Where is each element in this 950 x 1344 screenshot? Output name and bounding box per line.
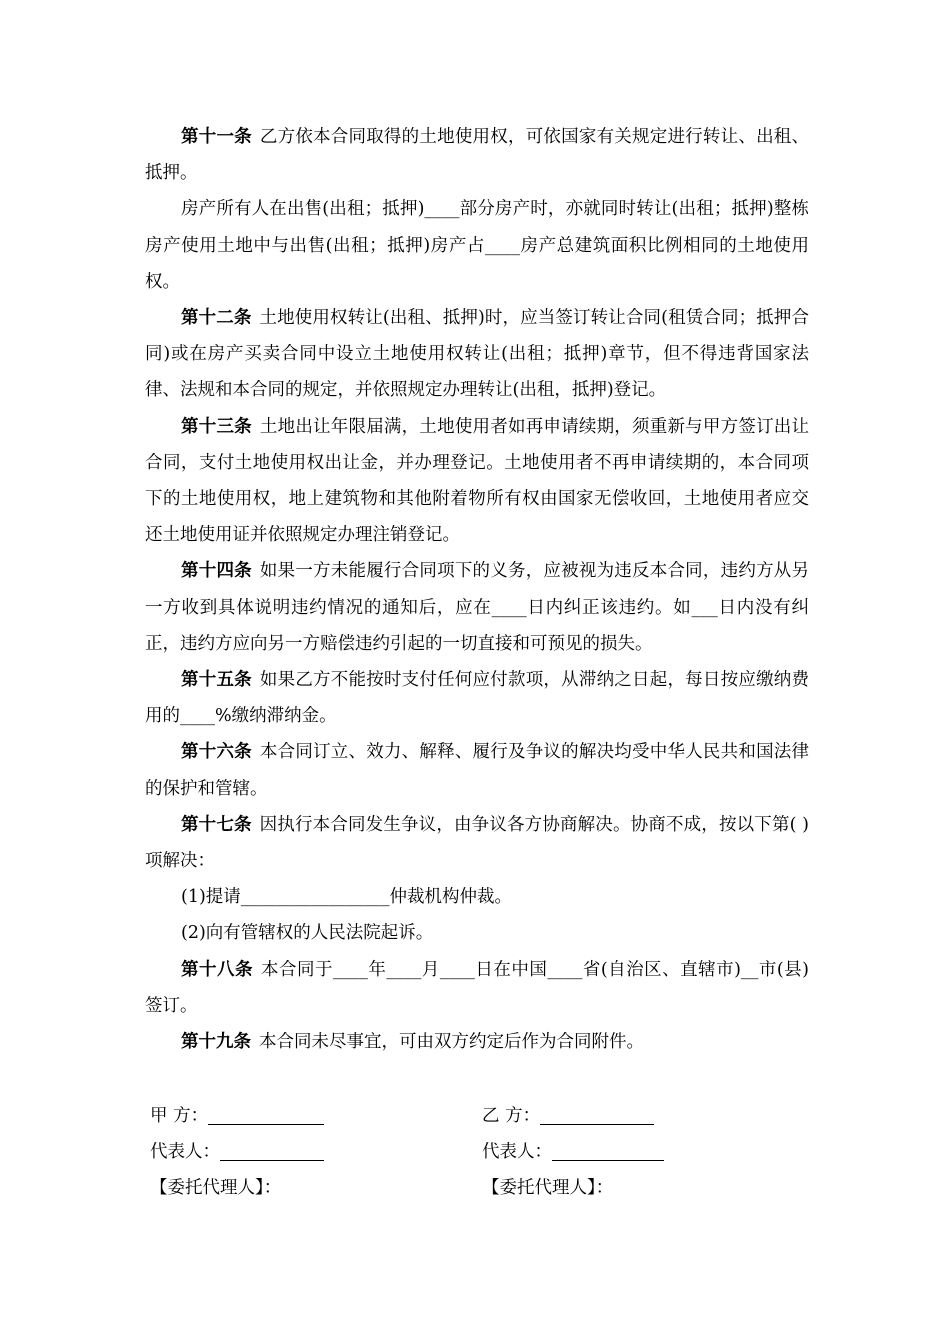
- article-text: (1)提请_________________仲裁机构仲裁。: [181, 887, 513, 908]
- article-title: 第十四条: [181, 561, 252, 582]
- article-text: (2)向有管辖权的人民法院起诉。: [181, 923, 434, 944]
- article-title: 第十三条: [181, 416, 252, 437]
- party-b: [482, 1098, 742, 1134]
- rep-a: [150, 1134, 482, 1170]
- party-a: [150, 1098, 482, 1134]
- article-title: 第十一条: [181, 127, 252, 147]
- article-title: 第十五条: [181, 670, 252, 691]
- rep-a-label: 代表人：: [150, 1142, 220, 1162]
- contract-body: [145, 119, 809, 1060]
- article-17-option-2: [145, 915, 809, 951]
- article-text: 土地使用权转让(出租、抵押)时，应当签订转让合同(租赁合同；抵押合同)或在房产买卖合同中设立土地使用权转让(出租；抵押)章节，但不得违背国家法律、法规和本合同的规定，并依照规定办理转让(出租，抵押)登记。: [145, 308, 810, 401]
- party-b-label: 乙 方：: [482, 1106, 541, 1126]
- article-17: [145, 807, 809, 879]
- rep-a-blank[interactable]: [220, 1141, 324, 1161]
- signature-row-party: [150, 1098, 750, 1134]
- rep-b-blank[interactable]: [552, 1141, 664, 1161]
- article-text: 如果一方未能履行合同项下的义务，应被视为违反本合同，违约方从另一方收到具体说明违约情况的通知后，应在____日内纠正该违约。如___日内没有纠正，违约方应向另一方赔偿违约引起的一切直接和可预见的损失。: [145, 561, 810, 654]
- article-11-paragraph-2: [145, 191, 809, 300]
- article-text: 本合同于____年____月____日在中国____省(自治区、直辖市)__市(县)签订。: [145, 959, 810, 1016]
- article-text: 本合同订立、效力、解释、履行及争议的解决均受中华人民共和国法律的保护和管辖。: [145, 742, 810, 799]
- article-12: [145, 300, 809, 409]
- party-b-blank[interactable]: [540, 1105, 654, 1125]
- article-15: [145, 662, 809, 734]
- article-title: 第十六条: [181, 742, 252, 763]
- agent-a: [150, 1170, 482, 1206]
- article-text: 因执行本合同发生争议，由争议各方协商解决。协商不成，按以下第( )项解决：: [145, 814, 810, 872]
- article-text: 乙方依本合同取得的土地使用权，可依国家有关规定进行转让、出租、抵押。: [145, 127, 810, 184]
- article-title: 第十二条: [181, 308, 252, 329]
- article-19: [145, 1024, 809, 1060]
- article-title: 第十八条: [181, 959, 253, 980]
- signature-row-agent: [150, 1170, 750, 1206]
- signature-block: [150, 1098, 750, 1206]
- article-text: 土地出让年限届满，土地使用者如再申请续期，须重新与甲方签订出让合同，支付土地使用权出让金，并办理登记。土地使用者不再申请续期的，本合同项下的土地使用权，地上建筑物和其他附着物所有权由国家无偿收回，土地使用者应交还土地使用证并依照规定办理注销登记。: [145, 416, 810, 546]
- agent-a-label: 【委托代理人】：: [150, 1178, 282, 1198]
- article-11: [145, 119, 809, 191]
- article-title: 第十九条: [181, 1032, 251, 1053]
- party-a-label: 甲 方：: [150, 1106, 209, 1126]
- agent-b: [482, 1170, 742, 1206]
- article-text: 如果乙方不能按时支付任何应付款项，从滞纳之日起，每日按应缴纳费用的____%缴纳滞纳金。: [145, 670, 810, 727]
- signature-row-representative: [150, 1134, 750, 1170]
- article-text: 房产所有人在出售(出租；抵押)____部分房产时，亦就同时转让(出租；抵押)整栋房产使用土地中与出售(出租；抵押)房产占____房产总建筑面积比例相同的土地使用权。: [145, 199, 809, 292]
- article-text: 本合同未尽事宜，可由双方约定后作为合同附件。: [259, 1032, 644, 1053]
- rep-b: [482, 1134, 742, 1170]
- article-18: [145, 952, 809, 1024]
- party-a-blank[interactable]: [208, 1105, 324, 1125]
- article-16: [145, 734, 809, 806]
- article-13: [145, 409, 809, 554]
- article-title: 第十七条: [181, 814, 252, 835]
- article-17-option-1: [145, 879, 809, 915]
- rep-b-label: 代表人：: [482, 1142, 552, 1162]
- agent-b-label: 【委托代理人】：: [482, 1178, 614, 1198]
- article-14: [145, 553, 809, 662]
